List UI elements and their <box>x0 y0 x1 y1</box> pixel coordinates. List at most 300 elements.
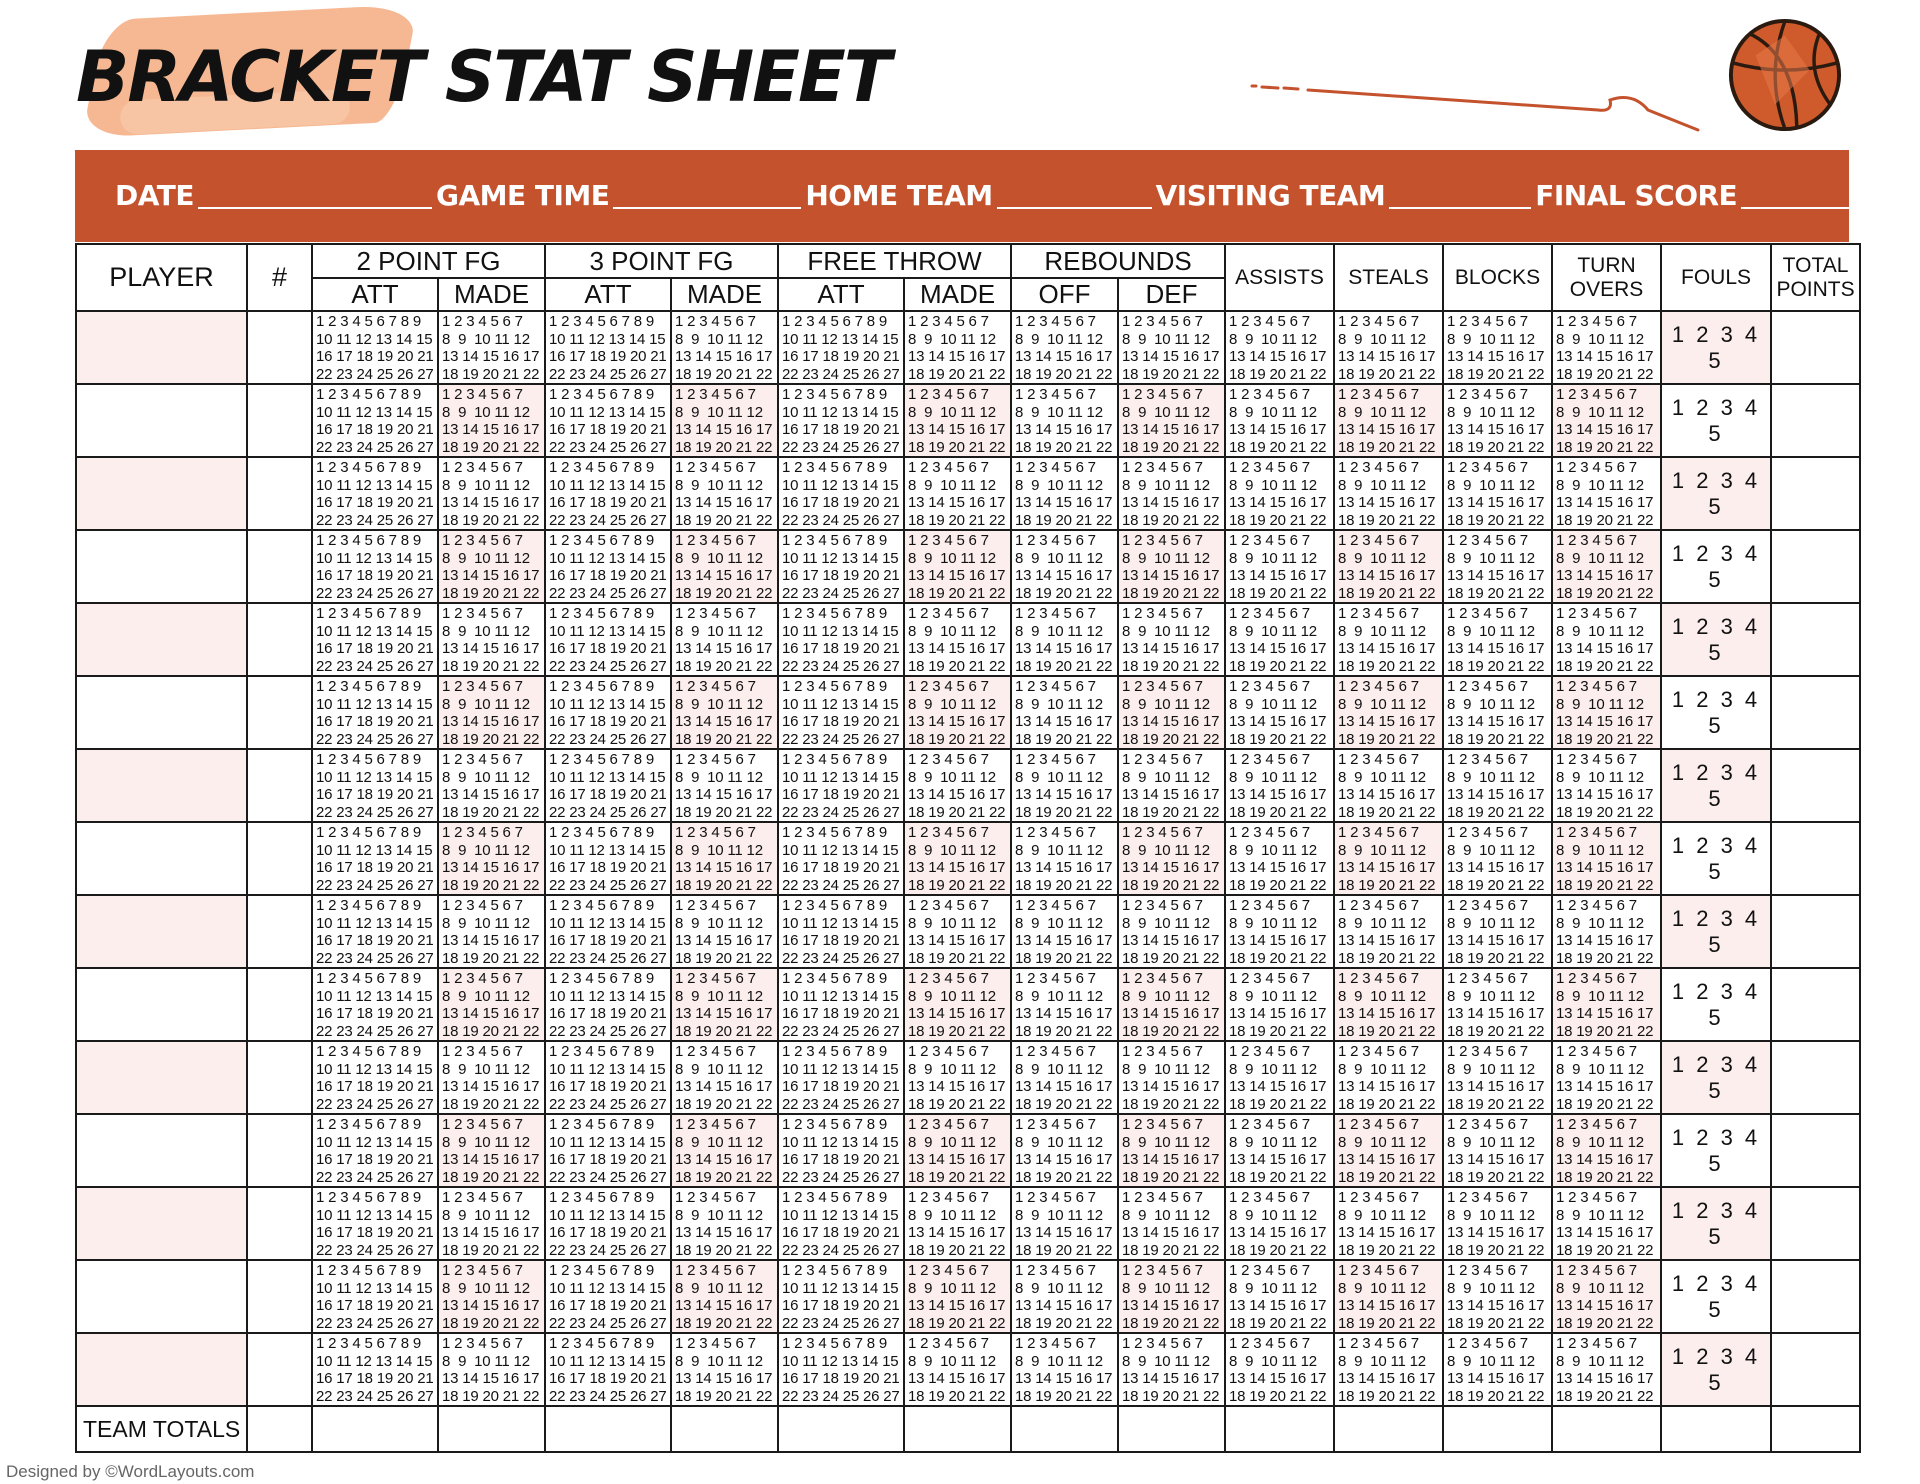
steals-tally[interactable]: 1 2 3 4 5 6 7 8 9 10 11 12 13 14 15 16 17 18 19 20 21 22 <box>1334 384 1443 457</box>
assists-tally[interactable]: 1 2 3 4 5 6 7 8 9 10 11 12 13 14 15 16 17 18 19 20 21 22 <box>1225 968 1334 1041</box>
two-point-att-tally[interactable]: 1 2 3 4 5 6 7 8 9 10 11 12 13 14 15 16 17 18 19 20 21 22 23 24 25 26 27 <box>312 895 438 968</box>
assists-tally[interactable]: 1 2 3 4 5 6 7 8 9 10 11 12 13 14 15 16 17 18 19 20 21 22 <box>1225 457 1334 530</box>
visiting-team-field[interactable] <box>1156 180 1532 212</box>
three-point-att-tally[interactable]: 1 2 3 4 5 6 7 8 9 10 11 12 13 14 15 16 17 18 19 20 21 22 23 24 25 26 27 <box>545 530 671 603</box>
two-point-made-tally[interactable]: 1 2 3 4 5 6 7 8 9 10 11 12 13 14 15 16 17 18 19 20 21 22 <box>438 676 545 749</box>
turnovers-tally[interactable]: 1 2 3 4 5 6 7 8 9 10 11 12 13 14 15 16 17 18 19 20 21 22 <box>1552 530 1661 603</box>
player-row <box>76 1114 1860 1187</box>
rebounds-off-tally[interactable]: 1 2 3 4 5 6 7 8 9 10 11 12 13 14 15 16 17 18 19 20 21 22 <box>1011 968 1118 1041</box>
player-row <box>76 676 1860 749</box>
two-point-made-tally[interactable]: 1 2 3 4 5 6 7 8 9 10 11 12 13 14 15 16 17 18 19 20 21 22 <box>438 457 545 530</box>
assists-tally[interactable]: 1 2 3 4 5 6 7 8 9 10 11 12 13 14 15 16 17 18 19 20 21 22 <box>1225 822 1334 895</box>
steals-tally[interactable]: 1 2 3 4 5 6 7 8 9 10 11 12 13 14 15 16 17 18 19 20 21 22 <box>1334 1041 1443 1114</box>
three-point-made-tally[interactable]: 1 2 3 4 5 6 7 8 9 10 11 12 13 14 15 16 17 18 19 20 21 22 <box>671 1260 778 1333</box>
three-point-made-tally[interactable]: 1 2 3 4 5 6 7 8 9 10 11 12 13 14 15 16 17 18 19 20 21 22 <box>671 311 778 384</box>
team-totals-row <box>76 1406 1860 1452</box>
turnovers-tally[interactable]: 1 2 3 4 5 6 7 8 9 10 11 12 13 14 15 16 17 18 19 20 21 22 <box>1552 1187 1661 1260</box>
two-point-made-tally[interactable]: 1 2 3 4 5 6 7 8 9 10 11 12 13 14 15 16 17 18 19 20 21 22 <box>438 968 545 1041</box>
fouls-tally[interactable]: 1 2 3 4 5 <box>1661 968 1771 1041</box>
rebounds-def-tally[interactable]: 1 2 3 4 5 6 7 8 9 10 11 12 13 14 15 16 17 18 19 20 21 22 <box>1118 530 1225 603</box>
totals-cell[interactable] <box>438 1406 545 1452</box>
turnovers-tally[interactable]: 1 2 3 4 5 6 7 8 9 10 11 12 13 14 15 16 17 18 19 20 21 22 <box>1552 1333 1661 1406</box>
player-name-cell[interactable] <box>76 749 247 822</box>
steals-tally[interactable]: 1 2 3 4 5 6 7 8 9 10 11 12 13 14 15 16 17 18 19 20 21 22 <box>1334 895 1443 968</box>
rebounds-def-tally[interactable]: 1 2 3 4 5 6 7 8 9 10 11 12 13 14 15 16 17 18 19 20 21 22 <box>1118 603 1225 676</box>
fouls-tally[interactable]: 1 2 3 4 5 <box>1661 1114 1771 1187</box>
three-point-made-tally[interactable]: 1 2 3 4 5 6 7 8 9 10 11 12 13 14 15 16 17 18 19 20 21 22 <box>671 603 778 676</box>
steals-tally[interactable]: 1 2 3 4 5 6 7 8 9 10 11 12 13 14 15 16 17 18 19 20 21 22 <box>1334 749 1443 822</box>
jersey-number-cell[interactable] <box>247 1187 312 1260</box>
total-points-header: TOTAL POINTS <box>1771 244 1860 311</box>
fouls-tally[interactable]: 1 2 3 4 5 <box>1661 1333 1771 1406</box>
blocks-tally[interactable]: 1 2 3 4 5 6 7 8 9 10 11 12 13 14 15 16 17 18 19 20 21 22 <box>1443 1114 1552 1187</box>
total-points-cell[interactable] <box>1771 749 1860 822</box>
steals-tally[interactable]: 1 2 3 4 5 6 7 8 9 10 11 12 13 14 15 16 17 18 19 20 21 22 <box>1334 1260 1443 1333</box>
assists-tally[interactable]: 1 2 3 4 5 6 7 8 9 10 11 12 13 14 15 16 17 18 19 20 21 22 <box>1225 384 1334 457</box>
blocks-tally[interactable]: 1 2 3 4 5 6 7 8 9 10 11 12 13 14 15 16 17 18 19 20 21 22 <box>1443 1333 1552 1406</box>
total-points-cell[interactable] <box>1771 530 1860 603</box>
rebounds-off-tally[interactable]: 1 2 3 4 5 6 7 8 9 10 11 12 13 14 15 16 17 18 19 20 21 22 <box>1011 1114 1118 1187</box>
player-name-cell[interactable] <box>76 968 247 1041</box>
assists-tally[interactable]: 1 2 3 4 5 6 7 8 9 10 11 12 13 14 15 16 17 18 19 20 21 22 <box>1225 1260 1334 1333</box>
turnovers-tally[interactable]: 1 2 3 4 5 6 7 8 9 10 11 12 13 14 15 16 17 18 19 20 21 22 <box>1552 1260 1661 1333</box>
rebounds-def-tally[interactable]: 1 2 3 4 5 6 7 8 9 10 11 12 13 14 15 16 17 18 19 20 21 22 <box>1118 1333 1225 1406</box>
fouls-tally[interactable]: 1 2 3 4 5 <box>1661 749 1771 822</box>
blocks-tally[interactable]: 1 2 3 4 5 6 7 8 9 10 11 12 13 14 15 16 17 18 19 20 21 22 <box>1443 822 1552 895</box>
home-team-label: HOME TEAM <box>805 179 993 212</box>
turnovers-tally[interactable]: 1 2 3 4 5 6 7 8 9 10 11 12 13 14 15 16 17 18 19 20 21 22 <box>1552 384 1661 457</box>
three-point-made-tally[interactable]: 1 2 3 4 5 6 7 8 9 10 11 12 13 14 15 16 17 18 19 20 21 22 <box>671 968 778 1041</box>
total-points-cell[interactable] <box>1771 822 1860 895</box>
motion-line-decoration <box>1238 70 1738 140</box>
two-point-made-tally[interactable]: 1 2 3 4 5 6 7 8 9 10 11 12 13 14 15 16 17 18 19 20 21 22 <box>438 895 545 968</box>
totals-cell[interactable] <box>312 1406 438 1452</box>
total-points-cell[interactable] <box>1771 603 1860 676</box>
steals-tally[interactable]: 1 2 3 4 5 6 7 8 9 10 11 12 13 14 15 16 17 18 19 20 21 22 <box>1334 1333 1443 1406</box>
jersey-number-cell[interactable] <box>247 676 312 749</box>
assists-tally[interactable]: 1 2 3 4 5 6 7 8 9 10 11 12 13 14 15 16 17 18 19 20 21 22 <box>1225 603 1334 676</box>
two-point-att-tally[interactable]: 1 2 3 4 5 6 7 8 9 10 11 12 13 14 15 16 17 18 19 20 21 22 23 24 25 26 27 <box>312 676 438 749</box>
assists-tally[interactable]: 1 2 3 4 5 6 7 8 9 10 11 12 13 14 15 16 17 18 19 20 21 22 <box>1225 895 1334 968</box>
rebounds-off-tally[interactable]: 1 2 3 4 5 6 7 8 9 10 11 12 13 14 15 16 17 18 19 20 21 22 <box>1011 1041 1118 1114</box>
free-throw-att-tally[interactable]: 1 2 3 4 5 6 7 8 9 10 11 12 13 14 15 16 17 18 19 20 21 22 23 24 25 26 27 <box>778 1187 904 1260</box>
basketball-icon <box>1726 16 1844 134</box>
player-row <box>76 384 1860 457</box>
blocks-tally[interactable]: 1 2 3 4 5 6 7 8 9 10 11 12 13 14 15 16 17 18 19 20 21 22 <box>1443 530 1552 603</box>
turnovers-tally[interactable]: 1 2 3 4 5 6 7 8 9 10 11 12 13 14 15 16 17 18 19 20 21 22 <box>1552 749 1661 822</box>
blocks-header: BLOCKS <box>1443 244 1552 311</box>
three-point-made-tally[interactable]: 1 2 3 4 5 6 7 8 9 10 11 12 13 14 15 16 17 18 19 20 21 22 <box>671 822 778 895</box>
two-point-att-tally[interactable]: 1 2 3 4 5 6 7 8 9 10 11 12 13 14 15 16 17 18 19 20 21 22 23 24 25 26 27 <box>312 1114 438 1187</box>
blocks-tally[interactable]: 1 2 3 4 5 6 7 8 9 10 11 12 13 14 15 16 17 18 19 20 21 22 <box>1443 676 1552 749</box>
totals-cell[interactable] <box>1225 1406 1334 1452</box>
assists-tally[interactable]: 1 2 3 4 5 6 7 8 9 10 11 12 13 14 15 16 17 18 19 20 21 22 <box>1225 1041 1334 1114</box>
player-name-cell[interactable] <box>76 311 247 384</box>
turnovers-tally[interactable]: 1 2 3 4 5 6 7 8 9 10 11 12 13 14 15 16 17 18 19 20 21 22 <box>1552 676 1661 749</box>
free-throw-made-tally[interactable]: 1 2 3 4 5 6 7 8 9 10 11 12 13 14 15 16 17 18 19 20 21 22 <box>904 968 1011 1041</box>
turnovers-tally[interactable]: 1 2 3 4 5 6 7 8 9 10 11 12 13 14 15 16 17 18 19 20 21 22 <box>1552 457 1661 530</box>
three-point-made-tally[interactable]: 1 2 3 4 5 6 7 8 9 10 11 12 13 14 15 16 17 18 19 20 21 22 <box>671 384 778 457</box>
three-point-att-tally[interactable]: 1 2 3 4 5 6 7 8 9 10 11 12 13 14 15 16 17 18 19 20 21 22 23 24 25 26 27 <box>545 384 671 457</box>
total-points-cell[interactable] <box>1771 1187 1860 1260</box>
three-point-made-tally[interactable]: 1 2 3 4 5 6 7 8 9 10 11 12 13 14 15 16 17 18 19 20 21 22 <box>671 1114 778 1187</box>
total-points-cell[interactable] <box>1771 968 1860 1041</box>
total-points-cell[interactable] <box>1771 1260 1860 1333</box>
three-point-att-tally[interactable]: 1 2 3 4 5 6 7 8 9 10 11 12 13 14 15 16 17 18 19 20 21 22 23 24 25 26 27 <box>545 1333 671 1406</box>
rebounds-def-tally[interactable]: 1 2 3 4 5 6 7 8 9 10 11 12 13 14 15 16 17 18 19 20 21 22 <box>1118 895 1225 968</box>
fouls-tally[interactable]: 1 2 3 4 5 <box>1661 1187 1771 1260</box>
three-point-made-tally[interactable]: 1 2 3 4 5 6 7 8 9 10 11 12 13 14 15 16 17 18 19 20 21 22 <box>671 1041 778 1114</box>
rebounds-def-tally[interactable]: 1 2 3 4 5 6 7 8 9 10 11 12 13 14 15 16 17 18 19 20 21 22 <box>1118 1114 1225 1187</box>
free-throw-att-tally[interactable]: 1 2 3 4 5 6 7 8 9 10 11 12 13 14 15 16 17 18 19 20 21 22 23 24 25 26 27 <box>778 311 904 384</box>
free-throw-made-tally[interactable]: 1 2 3 4 5 6 7 8 9 10 11 12 13 14 15 16 17 18 19 20 21 22 <box>904 822 1011 895</box>
date-field[interactable] <box>115 180 432 212</box>
game-time-field[interactable] <box>436 180 801 212</box>
three-point-att-header: ATT <box>545 278 671 311</box>
jersey-number-cell[interactable] <box>247 1333 312 1406</box>
assists-tally[interactable]: 1 2 3 4 5 6 7 8 9 10 11 12 13 14 15 16 17 18 19 20 21 22 <box>1225 530 1334 603</box>
jersey-number-cell[interactable] <box>247 311 312 384</box>
assists-tally[interactable]: 1 2 3 4 5 6 7 8 9 10 11 12 13 14 15 16 17 18 19 20 21 22 <box>1225 1187 1334 1260</box>
jersey-number-cell[interactable] <box>247 1041 312 1114</box>
rebounds-off-tally[interactable]: 1 2 3 4 5 6 7 8 9 10 11 12 13 14 15 16 17 18 19 20 21 22 <box>1011 530 1118 603</box>
free-throw-made-tally[interactable]: 1 2 3 4 5 6 7 8 9 10 11 12 13 14 15 16 17 18 19 20 21 22 <box>904 457 1011 530</box>
jersey-number-cell[interactable] <box>247 457 312 530</box>
three-point-att-tally[interactable]: 1 2 3 4 5 6 7 8 9 10 11 12 13 14 15 16 17 18 19 20 21 22 23 24 25 26 27 <box>545 1187 671 1260</box>
player-row <box>76 530 1860 603</box>
rebounds-def-tally[interactable]: 1 2 3 4 5 6 7 8 9 10 11 12 13 14 15 16 17 18 19 20 21 22 <box>1118 968 1225 1041</box>
player-name-cell[interactable] <box>76 1187 247 1260</box>
turnovers-tally[interactable]: 1 2 3 4 5 6 7 8 9 10 11 12 13 14 15 16 17 18 19 20 21 22 <box>1552 822 1661 895</box>
assists-tally[interactable]: 1 2 3 4 5 6 7 8 9 10 11 12 13 14 15 16 17 18 19 20 21 22 <box>1225 1114 1334 1187</box>
designer-credit: Designed by ©WordLayouts.com <box>6 1462 255 1481</box>
jersey-number-cell[interactable] <box>247 384 312 457</box>
three-point-made-tally[interactable]: 1 2 3 4 5 6 7 8 9 10 11 12 13 14 15 16 17 18 19 20 21 22 <box>671 1333 778 1406</box>
blocks-tally[interactable]: 1 2 3 4 5 6 7 8 9 10 11 12 13 14 15 16 17 18 19 20 21 22 <box>1443 384 1552 457</box>
total-points-cell[interactable] <box>1771 1333 1860 1406</box>
player-name-cell[interactable] <box>76 1114 247 1187</box>
rebounds-off-tally[interactable]: 1 2 3 4 5 6 7 8 9 10 11 12 13 14 15 16 17 18 19 20 21 22 <box>1011 603 1118 676</box>
three-point-made-tally[interactable]: 1 2 3 4 5 6 7 8 9 10 11 12 13 14 15 16 17 18 19 20 21 22 <box>671 676 778 749</box>
free-throw-att-tally[interactable]: 1 2 3 4 5 6 7 8 9 10 11 12 13 14 15 16 17 18 19 20 21 22 23 24 25 26 27 <box>778 822 904 895</box>
two-point-made-tally[interactable]: 1 2 3 4 5 6 7 8 9 10 11 12 13 14 15 16 17 18 19 20 21 22 <box>438 822 545 895</box>
rebounds-def-tally[interactable]: 1 2 3 4 5 6 7 8 9 10 11 12 13 14 15 16 17 18 19 20 21 22 <box>1118 1260 1225 1333</box>
player-name-cell[interactable] <box>76 384 247 457</box>
rebounds-off-tally[interactable]: 1 2 3 4 5 6 7 8 9 10 11 12 13 14 15 16 17 18 19 20 21 22 <box>1011 457 1118 530</box>
two-point-made-tally[interactable]: 1 2 3 4 5 6 7 8 9 10 11 12 13 14 15 16 17 18 19 20 21 22 <box>438 1333 545 1406</box>
fouls-tally[interactable]: 1 2 3 4 5 <box>1661 676 1771 749</box>
final-score-field[interactable] <box>1535 180 1899 212</box>
turnovers-tally[interactable]: 1 2 3 4 5 6 7 8 9 10 11 12 13 14 15 16 17 18 19 20 21 22 <box>1552 1114 1661 1187</box>
totals-cell[interactable] <box>1334 1406 1443 1452</box>
player-name-cell[interactable] <box>76 1260 247 1333</box>
two-point-made-tally[interactable]: 1 2 3 4 5 6 7 8 9 10 11 12 13 14 15 16 17 18 19 20 21 22 <box>438 311 545 384</box>
free-throw-att-tally[interactable]: 1 2 3 4 5 6 7 8 9 10 11 12 13 14 15 16 17 18 19 20 21 22 23 24 25 26 27 <box>778 1260 904 1333</box>
totals-cell[interactable] <box>545 1406 671 1452</box>
assists-tally[interactable]: 1 2 3 4 5 6 7 8 9 10 11 12 13 14 15 16 17 18 19 20 21 22 <box>1225 311 1334 384</box>
three-point-att-tally[interactable]: 1 2 3 4 5 6 7 8 9 10 11 12 13 14 15 16 17 18 19 20 21 22 23 24 25 26 27 <box>545 311 671 384</box>
steals-tally[interactable]: 1 2 3 4 5 6 7 8 9 10 11 12 13 14 15 16 17 18 19 20 21 22 <box>1334 530 1443 603</box>
rebounds-def-tally[interactable]: 1 2 3 4 5 6 7 8 9 10 11 12 13 14 15 16 17 18 19 20 21 22 <box>1118 822 1225 895</box>
steals-tally[interactable]: 1 2 3 4 5 6 7 8 9 10 11 12 13 14 15 16 17 18 19 20 21 22 <box>1334 457 1443 530</box>
rebounds-off-tally[interactable]: 1 2 3 4 5 6 7 8 9 10 11 12 13 14 15 16 17 18 19 20 21 22 <box>1011 1260 1118 1333</box>
visiting-team-blank-line[interactable] <box>1389 206 1531 209</box>
totals-cell[interactable] <box>1552 1406 1661 1452</box>
player-name-cell[interactable] <box>76 457 247 530</box>
team-totals-label: TEAM TOTALS <box>76 1406 247 1452</box>
two-point-made-tally[interactable]: 1 2 3 4 5 6 7 8 9 10 11 12 13 14 15 16 17 18 19 20 21 22 <box>438 530 545 603</box>
free-throw-made-tally[interactable]: 1 2 3 4 5 6 7 8 9 10 11 12 13 14 15 16 17 18 19 20 21 22 <box>904 530 1011 603</box>
blocks-tally[interactable]: 1 2 3 4 5 6 7 8 9 10 11 12 13 14 15 16 17 18 19 20 21 22 <box>1443 1187 1552 1260</box>
player-row <box>76 968 1860 1041</box>
total-points-cell[interactable] <box>1771 1041 1860 1114</box>
two-point-att-tally[interactable]: 1 2 3 4 5 6 7 8 9 10 11 12 13 14 15 16 17 18 19 20 21 22 23 24 25 26 27 <box>312 822 438 895</box>
two-point-made-tally[interactable]: 1 2 3 4 5 6 7 8 9 10 11 12 13 14 15 16 17 18 19 20 21 22 <box>438 603 545 676</box>
three-point-made-tally[interactable]: 1 2 3 4 5 6 7 8 9 10 11 12 13 14 15 16 17 18 19 20 21 22 <box>671 749 778 822</box>
fouls-tally[interactable]: 1 2 3 4 5 <box>1661 530 1771 603</box>
free-throw-header: FREE THROW <box>778 244 1011 278</box>
rebounds-off-tally[interactable]: 1 2 3 4 5 6 7 8 9 10 11 12 13 14 15 16 17 18 19 20 21 22 <box>1011 1333 1118 1406</box>
free-throw-att-tally[interactable]: 1 2 3 4 5 6 7 8 9 10 11 12 13 14 15 16 17 18 19 20 21 22 23 24 25 26 27 <box>778 1041 904 1114</box>
two-point-att-tally[interactable]: 1 2 3 4 5 6 7 8 9 10 11 12 13 14 15 16 17 18 19 20 21 22 23 24 25 26 27 <box>312 1041 438 1114</box>
totals-cell[interactable] <box>671 1406 778 1452</box>
free-throw-att-header: ATT <box>778 278 904 311</box>
free-throw-att-tally[interactable]: 1 2 3 4 5 6 7 8 9 10 11 12 13 14 15 16 17 18 19 20 21 22 23 24 25 26 27 <box>778 530 904 603</box>
jersey-number-cell[interactable] <box>247 1114 312 1187</box>
fouls-tally[interactable]: 1 2 3 4 5 <box>1661 603 1771 676</box>
rebounds-off-tally[interactable]: 1 2 3 4 5 6 7 8 9 10 11 12 13 14 15 16 17 18 19 20 21 22 <box>1011 1187 1118 1260</box>
blocks-tally[interactable]: 1 2 3 4 5 6 7 8 9 10 11 12 13 14 15 16 17 18 19 20 21 22 <box>1443 1260 1552 1333</box>
total-points-cell[interactable] <box>1771 457 1860 530</box>
fouls-tally[interactable]: 1 2 3 4 5 <box>1661 895 1771 968</box>
rebounds-off-tally[interactable]: 1 2 3 4 5 6 7 8 9 10 11 12 13 14 15 16 17 18 19 20 21 22 <box>1011 311 1118 384</box>
steals-tally[interactable]: 1 2 3 4 5 6 7 8 9 10 11 12 13 14 15 16 17 18 19 20 21 22 <box>1334 603 1443 676</box>
turnovers-tally[interactable]: 1 2 3 4 5 6 7 8 9 10 11 12 13 14 15 16 17 18 19 20 21 22 <box>1552 1041 1661 1114</box>
player-row <box>76 1333 1860 1406</box>
assists-tally[interactable]: 1 2 3 4 5 6 7 8 9 10 11 12 13 14 15 16 17 18 19 20 21 22 <box>1225 749 1334 822</box>
fouls-tally[interactable]: 1 2 3 4 5 <box>1661 822 1771 895</box>
free-throw-att-tally[interactable]: 1 2 3 4 5 6 7 8 9 10 11 12 13 14 15 16 17 18 19 20 21 22 23 24 25 26 27 <box>778 1333 904 1406</box>
three-point-made-tally[interactable]: 1 2 3 4 5 6 7 8 9 10 11 12 13 14 15 16 17 18 19 20 21 22 <box>671 457 778 530</box>
jersey-number-cell[interactable] <box>247 968 312 1041</box>
total-points-cell[interactable] <box>1771 311 1860 384</box>
free-throw-made-tally[interactable]: 1 2 3 4 5 6 7 8 9 10 11 12 13 14 15 16 17 18 19 20 21 22 <box>904 749 1011 822</box>
jersey-number-cell[interactable] <box>247 822 312 895</box>
blocks-tally[interactable]: 1 2 3 4 5 6 7 8 9 10 11 12 13 14 15 16 17 18 19 20 21 22 <box>1443 457 1552 530</box>
total-points-cell[interactable] <box>1771 895 1860 968</box>
visiting-team-label: VISITING TEAM <box>1155 179 1386 212</box>
free-throw-made-tally[interactable]: 1 2 3 4 5 6 7 8 9 10 11 12 13 14 15 16 17 18 19 20 21 22 <box>904 384 1011 457</box>
three-point-att-tally[interactable]: 1 2 3 4 5 6 7 8 9 10 11 12 13 14 15 16 17 18 19 20 21 22 23 24 25 26 27 <box>545 603 671 676</box>
two-point-att-tally[interactable]: 1 2 3 4 5 6 7 8 9 10 11 12 13 14 15 16 17 18 19 20 21 22 23 24 25 26 27 <box>312 603 438 676</box>
jersey-number-cell[interactable] <box>247 530 312 603</box>
rebounds-off-tally[interactable]: 1 2 3 4 5 6 7 8 9 10 11 12 13 14 15 16 17 18 19 20 21 22 <box>1011 749 1118 822</box>
player-name-cell[interactable] <box>76 1041 247 1114</box>
player-row <box>76 749 1860 822</box>
fouls-tally[interactable]: 1 2 3 4 5 <box>1661 311 1771 384</box>
player-name-cell[interactable] <box>76 530 247 603</box>
rebounds-off-header: OFF <box>1011 278 1118 311</box>
totals-cell[interactable] <box>904 1406 1011 1452</box>
rebounds-def-tally[interactable]: 1 2 3 4 5 6 7 8 9 10 11 12 13 14 15 16 17 18 19 20 21 22 <box>1118 384 1225 457</box>
total-points-cell[interactable] <box>1771 384 1860 457</box>
rebounds-def-tally[interactable]: 1 2 3 4 5 6 7 8 9 10 11 12 13 14 15 16 17 18 19 20 21 22 <box>1118 1187 1225 1260</box>
blocks-tally[interactable]: 1 2 3 4 5 6 7 8 9 10 11 12 13 14 15 16 17 18 19 20 21 22 <box>1443 749 1552 822</box>
rebounds-def-tally[interactable]: 1 2 3 4 5 6 7 8 9 10 11 12 13 14 15 16 17 18 19 20 21 22 <box>1118 457 1225 530</box>
three-point-att-tally[interactable]: 1 2 3 4 5 6 7 8 9 10 11 12 13 14 15 16 17 18 19 20 21 22 23 24 25 26 27 <box>545 822 671 895</box>
fouls-tally[interactable]: 1 2 3 4 5 <box>1661 457 1771 530</box>
three-point-att-tally[interactable]: 1 2 3 4 5 6 7 8 9 10 11 12 13 14 15 16 17 18 19 20 21 22 23 24 25 26 27 <box>545 1260 671 1333</box>
blocks-tally[interactable]: 1 2 3 4 5 6 7 8 9 10 11 12 13 14 15 16 17 18 19 20 21 22 <box>1443 311 1552 384</box>
game-time-blank-line[interactable] <box>613 206 801 209</box>
totals-cell[interactable] <box>247 1406 312 1452</box>
player-name-cell[interactable] <box>76 603 247 676</box>
jersey-number-cell[interactable] <box>247 603 312 676</box>
final-score-blank-line[interactable] <box>1741 206 1899 209</box>
three-point-att-tally[interactable]: 1 2 3 4 5 6 7 8 9 10 11 12 13 14 15 16 17 18 19 20 21 22 23 24 25 26 27 <box>545 895 671 968</box>
rebounds-off-tally[interactable]: 1 2 3 4 5 6 7 8 9 10 11 12 13 14 15 16 17 18 19 20 21 22 <box>1011 895 1118 968</box>
totals-cell[interactable] <box>1118 1406 1225 1452</box>
turnovers-tally[interactable]: 1 2 3 4 5 6 7 8 9 10 11 12 13 14 15 16 17 18 19 20 21 22 <box>1552 311 1661 384</box>
steals-tally[interactable]: 1 2 3 4 5 6 7 8 9 10 11 12 13 14 15 16 17 18 19 20 21 22 <box>1334 676 1443 749</box>
home-team-field[interactable] <box>805 180 1151 212</box>
player-row <box>76 895 1860 968</box>
free-throw-att-tally[interactable]: 1 2 3 4 5 6 7 8 9 10 11 12 13 14 15 16 17 18 19 20 21 22 23 24 25 26 27 <box>778 603 904 676</box>
three-point-att-tally[interactable]: 1 2 3 4 5 6 7 8 9 10 11 12 13 14 15 16 17 18 19 20 21 22 23 24 25 26 27 <box>545 457 671 530</box>
free-throw-att-tally[interactable]: 1 2 3 4 5 6 7 8 9 10 11 12 13 14 15 16 17 18 19 20 21 22 23 24 25 26 27 <box>778 968 904 1041</box>
two-point-made-tally[interactable]: 1 2 3 4 5 6 7 8 9 10 11 12 13 14 15 16 17 18 19 20 21 22 <box>438 384 545 457</box>
free-throw-made-tally[interactable]: 1 2 3 4 5 6 7 8 9 10 11 12 13 14 15 16 17 18 19 20 21 22 <box>904 311 1011 384</box>
date-blank-line[interactable] <box>198 206 432 209</box>
fouls-header: FOULS <box>1661 244 1771 311</box>
home-team-blank-line[interactable] <box>997 206 1152 209</box>
player-name-cell[interactable] <box>76 822 247 895</box>
totals-cell[interactable] <box>1443 1406 1552 1452</box>
two-point-made-tally[interactable]: 1 2 3 4 5 6 7 8 9 10 11 12 13 14 15 16 17 18 19 20 21 22 <box>438 1187 545 1260</box>
steals-header: STEALS <box>1334 244 1443 311</box>
rebounds-def-tally[interactable]: 1 2 3 4 5 6 7 8 9 10 11 12 13 14 15 16 17 18 19 20 21 22 <box>1118 749 1225 822</box>
fouls-tally[interactable]: 1 2 3 4 5 <box>1661 1260 1771 1333</box>
player-name-cell[interactable] <box>76 895 247 968</box>
free-throw-made-tally[interactable]: 1 2 3 4 5 6 7 8 9 10 11 12 13 14 15 16 17 18 19 20 21 22 <box>904 1260 1011 1333</box>
steals-tally[interactable]: 1 2 3 4 5 6 7 8 9 10 11 12 13 14 15 16 17 18 19 20 21 22 <box>1334 822 1443 895</box>
two-point-made-tally[interactable]: 1 2 3 4 5 6 7 8 9 10 11 12 13 14 15 16 17 18 19 20 21 22 <box>438 749 545 822</box>
rebounds-off-tally[interactable]: 1 2 3 4 5 6 7 8 9 10 11 12 13 14 15 16 17 18 19 20 21 22 <box>1011 384 1118 457</box>
steals-tally[interactable]: 1 2 3 4 5 6 7 8 9 10 11 12 13 14 15 16 17 18 19 20 21 22 <box>1334 311 1443 384</box>
free-throw-made-tally[interactable]: 1 2 3 4 5 6 7 8 9 10 11 12 13 14 15 16 17 18 19 20 21 22 <box>904 603 1011 676</box>
free-throw-made-tally[interactable]: 1 2 3 4 5 6 7 8 9 10 11 12 13 14 15 16 17 18 19 20 21 22 <box>904 1114 1011 1187</box>
blocks-tally[interactable]: 1 2 3 4 5 6 7 8 9 10 11 12 13 14 15 16 17 18 19 20 21 22 <box>1443 1041 1552 1114</box>
total-points-cell[interactable] <box>1771 676 1860 749</box>
free-throw-att-tally[interactable]: 1 2 3 4 5 6 7 8 9 10 11 12 13 14 15 16 17 18 19 20 21 22 23 24 25 26 27 <box>778 384 904 457</box>
jersey-number-cell[interactable] <box>247 895 312 968</box>
rebounds-def-tally[interactable]: 1 2 3 4 5 6 7 8 9 10 11 12 13 14 15 16 17 18 19 20 21 22 <box>1118 311 1225 384</box>
player-row <box>76 1041 1860 1114</box>
assists-tally[interactable]: 1 2 3 4 5 6 7 8 9 10 11 12 13 14 15 16 17 18 19 20 21 22 <box>1225 1333 1334 1406</box>
three-point-att-tally[interactable]: 1 2 3 4 5 6 7 8 9 10 11 12 13 14 15 16 17 18 19 20 21 22 23 24 25 26 27 <box>545 968 671 1041</box>
two-point-att-tally[interactable]: 1 2 3 4 5 6 7 8 9 10 11 12 13 14 15 16 17 18 19 20 21 22 23 24 25 26 27 <box>312 530 438 603</box>
assists-tally[interactable]: 1 2 3 4 5 6 7 8 9 10 11 12 13 14 15 16 17 18 19 20 21 22 <box>1225 676 1334 749</box>
free-throw-att-tally[interactable]: 1 2 3 4 5 6 7 8 9 10 11 12 13 14 15 16 17 18 19 20 21 22 23 24 25 26 27 <box>778 676 904 749</box>
player-row <box>76 311 1860 384</box>
two-point-att-header: ATT <box>312 278 438 311</box>
free-throw-made-tally[interactable]: 1 2 3 4 5 6 7 8 9 10 11 12 13 14 15 16 17 18 19 20 21 22 <box>904 895 1011 968</box>
free-throw-att-tally[interactable]: 1 2 3 4 5 6 7 8 9 10 11 12 13 14 15 16 17 18 19 20 21 22 23 24 25 26 27 <box>778 895 904 968</box>
rebounds-off-tally[interactable]: 1 2 3 4 5 6 7 8 9 10 11 12 13 14 15 16 17 18 19 20 21 22 <box>1011 822 1118 895</box>
turnovers-tally[interactable]: 1 2 3 4 5 6 7 8 9 10 11 12 13 14 15 16 17 18 19 20 21 22 <box>1552 603 1661 676</box>
jersey-number-cell[interactable] <box>247 1260 312 1333</box>
two-point-made-tally[interactable]: 1 2 3 4 5 6 7 8 9 10 11 12 13 14 15 16 17 18 19 20 21 22 <box>438 1041 545 1114</box>
two-point-att-tally[interactable]: 1 2 3 4 5 6 7 8 9 10 11 12 13 14 15 16 17 18 19 20 21 22 23 24 25 26 27 <box>312 457 438 530</box>
page-title: BRACKET STAT SHEET <box>76 36 890 118</box>
blocks-tally[interactable]: 1 2 3 4 5 6 7 8 9 10 11 12 13 14 15 16 17 18 19 20 21 22 <box>1443 895 1552 968</box>
free-throw-made-tally[interactable]: 1 2 3 4 5 6 7 8 9 10 11 12 13 14 15 16 17 18 19 20 21 22 <box>904 676 1011 749</box>
turnovers-tally[interactable]: 1 2 3 4 5 6 7 8 9 10 11 12 13 14 15 16 17 18 19 20 21 22 <box>1552 895 1661 968</box>
three-point-att-tally[interactable]: 1 2 3 4 5 6 7 8 9 10 11 12 13 14 15 16 17 18 19 20 21 22 23 24 25 26 27 <box>545 676 671 749</box>
rebounds-header: REBOUNDS <box>1011 244 1225 278</box>
three-point-made-tally[interactable]: 1 2 3 4 5 6 7 8 9 10 11 12 13 14 15 16 17 18 19 20 21 22 <box>671 530 778 603</box>
two-point-att-tally[interactable]: 1 2 3 4 5 6 7 8 9 10 11 12 13 14 15 16 17 18 19 20 21 22 23 24 25 26 27 <box>312 384 438 457</box>
free-throw-made-tally[interactable]: 1 2 3 4 5 6 7 8 9 10 11 12 13 14 15 16 17 18 19 20 21 22 <box>904 1187 1011 1260</box>
totals-cell[interactable] <box>1771 1406 1860 1452</box>
steals-tally[interactable]: 1 2 3 4 5 6 7 8 9 10 11 12 13 14 15 16 17 18 19 20 21 22 <box>1334 968 1443 1041</box>
assists-header: ASSISTS <box>1225 244 1334 311</box>
blocks-tally[interactable]: 1 2 3 4 5 6 7 8 9 10 11 12 13 14 15 16 17 18 19 20 21 22 <box>1443 968 1552 1041</box>
rebounds-off-tally[interactable]: 1 2 3 4 5 6 7 8 9 10 11 12 13 14 15 16 17 18 19 20 21 22 <box>1011 676 1118 749</box>
two-point-att-tally[interactable]: 1 2 3 4 5 6 7 8 9 10 11 12 13 14 15 16 17 18 19 20 21 22 23 24 25 26 27 <box>312 749 438 822</box>
rebounds-def-tally[interactable]: 1 2 3 4 5 6 7 8 9 10 11 12 13 14 15 16 17 18 19 20 21 22 <box>1118 676 1225 749</box>
two-point-att-tally[interactable]: 1 2 3 4 5 6 7 8 9 10 11 12 13 14 15 16 17 18 19 20 21 22 23 24 25 26 27 <box>312 1333 438 1406</box>
player-row <box>76 822 1860 895</box>
two-point-att-tally[interactable]: 1 2 3 4 5 6 7 8 9 10 11 12 13 14 15 16 17 18 19 20 21 22 23 24 25 26 27 <box>312 1187 438 1260</box>
player-row <box>76 1260 1860 1333</box>
three-point-att-tally[interactable]: 1 2 3 4 5 6 7 8 9 10 11 12 13 14 15 16 17 18 19 20 21 22 23 24 25 26 27 <box>545 749 671 822</box>
two-point-made-header: MADE <box>438 278 545 311</box>
free-throw-att-tally[interactable]: 1 2 3 4 5 6 7 8 9 10 11 12 13 14 15 16 17 18 19 20 21 22 23 24 25 26 27 <box>778 749 904 822</box>
two-point-made-tally[interactable]: 1 2 3 4 5 6 7 8 9 10 11 12 13 14 15 16 17 18 19 20 21 22 <box>438 1260 545 1333</box>
three-point-made-tally[interactable]: 1 2 3 4 5 6 7 8 9 10 11 12 13 14 15 16 17 18 19 20 21 22 <box>671 895 778 968</box>
jersey-number-cell[interactable] <box>247 749 312 822</box>
player-name-cell[interactable] <box>76 1333 247 1406</box>
totals-cell[interactable] <box>1011 1406 1118 1452</box>
two-point-fg-header: 2 POINT FG <box>312 244 545 278</box>
free-throw-made-tally[interactable]: 1 2 3 4 5 6 7 8 9 10 11 12 13 14 15 16 17 18 19 20 21 22 <box>904 1041 1011 1114</box>
two-point-att-tally[interactable]: 1 2 3 4 5 6 7 8 9 10 11 12 13 14 15 16 17 18 19 20 21 22 23 24 25 26 27 <box>312 1260 438 1333</box>
two-point-att-tally[interactable]: 1 2 3 4 5 6 7 8 9 10 11 12 13 14 15 16 17 18 19 20 21 22 23 24 25 26 27 <box>312 968 438 1041</box>
turnovers-tally[interactable]: 1 2 3 4 5 6 7 8 9 10 11 12 13 14 15 16 17 18 19 20 21 22 <box>1552 968 1661 1041</box>
totals-cell[interactable] <box>1661 1406 1771 1452</box>
fouls-tally[interactable]: 1 2 3 4 5 <box>1661 384 1771 457</box>
player-name-cell[interactable] <box>76 676 247 749</box>
blocks-tally[interactable]: 1 2 3 4 5 6 7 8 9 10 11 12 13 14 15 16 17 18 19 20 21 22 <box>1443 603 1552 676</box>
two-point-made-tally[interactable]: 1 2 3 4 5 6 7 8 9 10 11 12 13 14 15 16 17 18 19 20 21 22 <box>438 1114 545 1187</box>
totals-cell[interactable] <box>778 1406 904 1452</box>
steals-tally[interactable]: 1 2 3 4 5 6 7 8 9 10 11 12 13 14 15 16 17 18 19 20 21 22 <box>1334 1187 1443 1260</box>
game-time-label: GAME TIME <box>435 179 610 212</box>
two-point-att-tally[interactable]: 1 2 3 4 5 6 7 8 9 10 11 12 13 14 15 16 17 18 19 20 21 22 23 24 25 26 27 <box>312 311 438 384</box>
free-throw-att-tally[interactable]: 1 2 3 4 5 6 7 8 9 10 11 12 13 14 15 16 17 18 19 20 21 22 23 24 25 26 27 <box>778 1114 904 1187</box>
total-points-cell[interactable] <box>1771 1114 1860 1187</box>
rebounds-def-tally[interactable]: 1 2 3 4 5 6 7 8 9 10 11 12 13 14 15 16 17 18 19 20 21 22 <box>1118 1041 1225 1114</box>
three-point-made-tally[interactable]: 1 2 3 4 5 6 7 8 9 10 11 12 13 14 15 16 17 18 19 20 21 22 <box>671 1187 778 1260</box>
fouls-tally[interactable]: 1 2 3 4 5 <box>1661 1041 1771 1114</box>
three-point-att-tally[interactable]: 1 2 3 4 5 6 7 8 9 10 11 12 13 14 15 16 17 18 19 20 21 22 23 24 25 26 27 <box>545 1041 671 1114</box>
steals-tally[interactable]: 1 2 3 4 5 6 7 8 9 10 11 12 13 14 15 16 17 18 19 20 21 22 <box>1334 1114 1443 1187</box>
three-point-att-tally[interactable]: 1 2 3 4 5 6 7 8 9 10 11 12 13 14 15 16 17 18 19 20 21 22 23 24 25 26 27 <box>545 1114 671 1187</box>
player-header: PLAYER <box>76 244 247 311</box>
free-throw-made-tally[interactable]: 1 2 3 4 5 6 7 8 9 10 11 12 13 14 15 16 17 18 19 20 21 22 <box>904 1333 1011 1406</box>
free-throw-att-tally[interactable]: 1 2 3 4 5 6 7 8 9 10 11 12 13 14 15 16 17 18 19 20 21 22 23 24 25 26 27 <box>778 457 904 530</box>
